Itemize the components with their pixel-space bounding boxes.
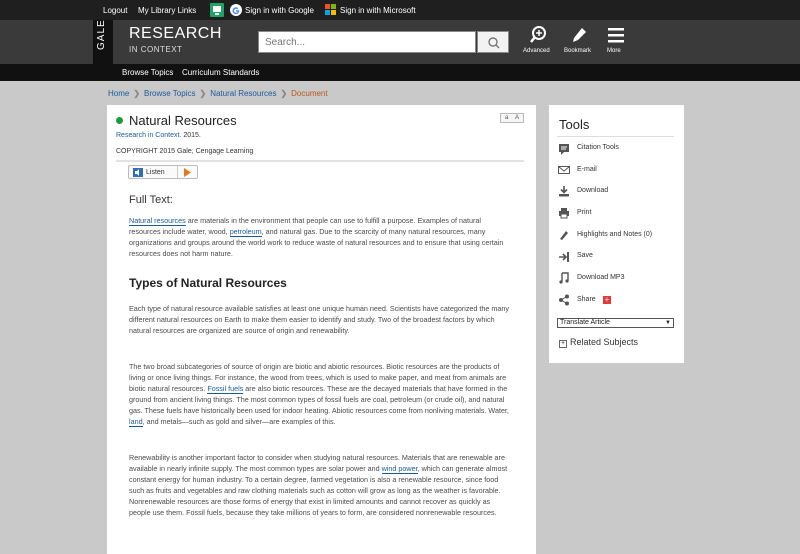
download-link[interactable]: Download — [577, 187, 609, 194]
bookmark-icon[interactable] — [570, 25, 590, 45]
paragraph-types: Each type of natural resource available satisfies at least one unique human need. Scientists have categorized the many different natural resources on Earth to make them easier to identify and study. Two of the broadest factors by which natural resources are organized are source of origin and renewability. — [129, 304, 509, 335]
my-library-links-link[interactable]: My Library Links — [138, 6, 197, 15]
print-icon[interactable] — [558, 207, 570, 219]
petroleum-link[interactable]: petroleum — [229, 226, 262, 236]
search-button[interactable] — [477, 31, 509, 53]
divider — [557, 136, 674, 137]
advanced-search-icon[interactable] — [528, 25, 548, 45]
breadcrumb-home[interactable]: Home — [108, 89, 130, 98]
paragraph-renewability — [129, 453, 513, 518]
breadcrumb-natural-resources[interactable]: Natural Resources — [210, 89, 277, 98]
document-title: Natural Resources — [129, 113, 237, 128]
email-icon[interactable] — [558, 164, 570, 176]
section-heading: Types of Natural Resources — [129, 276, 287, 290]
gale-logo-text: GALE — [96, 19, 107, 50]
highlights-notes-link[interactable]: Highlights and Notes (0) — [577, 231, 653, 238]
sign-in-microsoft-link[interactable]: Sign in with Microsoft — [340, 6, 416, 15]
music-note-icon[interactable] — [558, 272, 570, 284]
breadcrumb-browse-topics[interactable]: Browse Topics — [144, 89, 196, 98]
listen-button[interactable] — [128, 165, 198, 179]
gale-logo[interactable] — [93, 20, 113, 64]
paragraph-text: , and metals—such as gold and silver—are examples of this. — [142, 416, 336, 426]
translate-select-value: Translate Article — [560, 319, 610, 326]
share-plus-button[interactable]: + — [604, 295, 610, 304]
logout-link[interactable]: Logout — [103, 6, 128, 15]
paragraph-text: , and natural gas. Due to the scarcity of many natural resources, many organizations and groups around the world work to reduce waste of natural resources and to ensure that using certain resources does not harm nature. — [129, 226, 504, 258]
paragraph-text: Renewability is another important factor to consider when studying natural resources. Materials that are renewable are available in nearly infinite supply. The most common types are solar power and — [129, 453, 505, 473]
brand-subtitle: IN CONTEXT — [129, 45, 183, 54]
search-input[interactable] — [258, 31, 476, 53]
font-increase-button[interactable]: A — [515, 115, 520, 121]
breadcrumb-document: Document — [291, 89, 328, 98]
listen-label: Listen — [146, 169, 165, 176]
paragraph-text: are also biotic resources. These are the decayed materials that have formed in the ground from ancient living things. The most common types of fossil fuels are coal, petroleum (or crude oil), and natural gas. These fuels have historically been used for indoor heating. Abiotic resources come from nonliving materials. Water, — [129, 383, 509, 415]
source-citation — [116, 132, 201, 139]
highlighter-icon[interactable] — [558, 229, 570, 241]
save-icon[interactable] — [558, 251, 570, 263]
download-icon[interactable] — [558, 185, 570, 197]
divider — [116, 160, 524, 162]
chevron-right-icon: ❯ — [133, 89, 141, 98]
fossil-fuels-link[interactable]: Fossil fuels — [207, 383, 244, 393]
chevron-right-icon: ❯ — [280, 89, 288, 98]
paragraph-intro — [129, 216, 513, 260]
nav-browse-topics[interactable]: Browse Topics — [122, 68, 174, 77]
top-bar — [0, 0, 800, 20]
land-link[interactable]: land — [129, 416, 143, 426]
related-subjects[interactable] — [559, 337, 638, 348]
citation-icon[interactable] — [558, 143, 570, 155]
sub-navigation — [0, 64, 800, 81]
divider — [177, 166, 178, 178]
full-text-label: Full Text: — [129, 194, 173, 206]
chevron-right-icon: ❯ — [199, 89, 207, 98]
search-icon — [478, 32, 510, 54]
save-link[interactable]: Save — [577, 252, 593, 259]
advanced-label[interactable]: Advanced — [523, 48, 550, 54]
microsoft-icon — [325, 4, 336, 15]
sign-in-google-link[interactable]: Sign in with Google — [245, 6, 314, 15]
citation-tools-link[interactable]: Citation Tools — [577, 144, 619, 151]
site-header — [0, 20, 800, 64]
caret-down-icon: ▼ — [665, 320, 671, 326]
paragraph-text: , which can generate almost constant energy for human industry. To a certain degree, farmed vegetation is also a renewable resource, since food such as fruits and vegetables and raw clothing materials such as cotton will grow as long as the weather is favorable. Nonrenewable resources are those forms of energy that exist in limited amounts and cannot recover as quickly as people use them. Fossil fuels, because they take millions of years to form, are considered nonrenewable resources. — [129, 463, 508, 517]
bookmark-label[interactable]: Bookmark — [564, 48, 592, 54]
translate-select[interactable] — [557, 318, 674, 328]
status-dot — [116, 117, 123, 124]
font-size-controls — [500, 113, 524, 123]
paragraph-source-of-origin — [129, 362, 513, 427]
wind-power-link[interactable]: wind power — [381, 463, 418, 473]
source-link[interactable]: Research in Context. — [116, 132, 182, 139]
expand-icon[interactable]: + — [560, 340, 566, 347]
share-icon[interactable] — [558, 294, 570, 306]
related-subjects-label[interactable]: Related Subjects — [570, 337, 639, 347]
menu-icon[interactable] — [606, 25, 626, 45]
source-year: 2015. — [183, 132, 201, 139]
brand-title[interactable]: RESEARCH — [129, 25, 222, 42]
google-icon — [230, 4, 242, 16]
play-icon[interactable] — [182, 168, 192, 177]
speaker-icon — [133, 168, 143, 177]
print-link[interactable]: Print — [577, 209, 592, 216]
more-label[interactable]: More — [607, 48, 621, 54]
paragraph-text: are materials in the environment that people can use to fulfill a purpose. Examples of natural resources include water, wood, — [129, 216, 481, 236]
breadcrumb — [108, 89, 328, 98]
email-link[interactable]: E-mail — [577, 166, 597, 173]
download-mp3-link[interactable]: Download MP3 — [577, 274, 625, 281]
natural-resources-link[interactable]: Natural resources — [129, 216, 186, 225]
tools-title: Tools — [559, 117, 590, 132]
paragraph-text: The two broad subcategories of source of origin are biotic and abiotic resources. Biotic resources are the products of living or once living things. For instance, the wood from trees, which is used to make paper, and meat from animals are biotic natural resources. — [129, 362, 507, 393]
nav-curriculum-standards[interactable]: Curriculum Standards — [182, 68, 260, 77]
share-link[interactable]: Share — [577, 296, 596, 303]
google-classroom-icon[interactable] — [210, 3, 224, 17]
font-decrease-button[interactable]: a — [505, 115, 509, 121]
copyright-text: COPYRIGHT 2015 Gale, Cengage Learning — [116, 148, 254, 155]
